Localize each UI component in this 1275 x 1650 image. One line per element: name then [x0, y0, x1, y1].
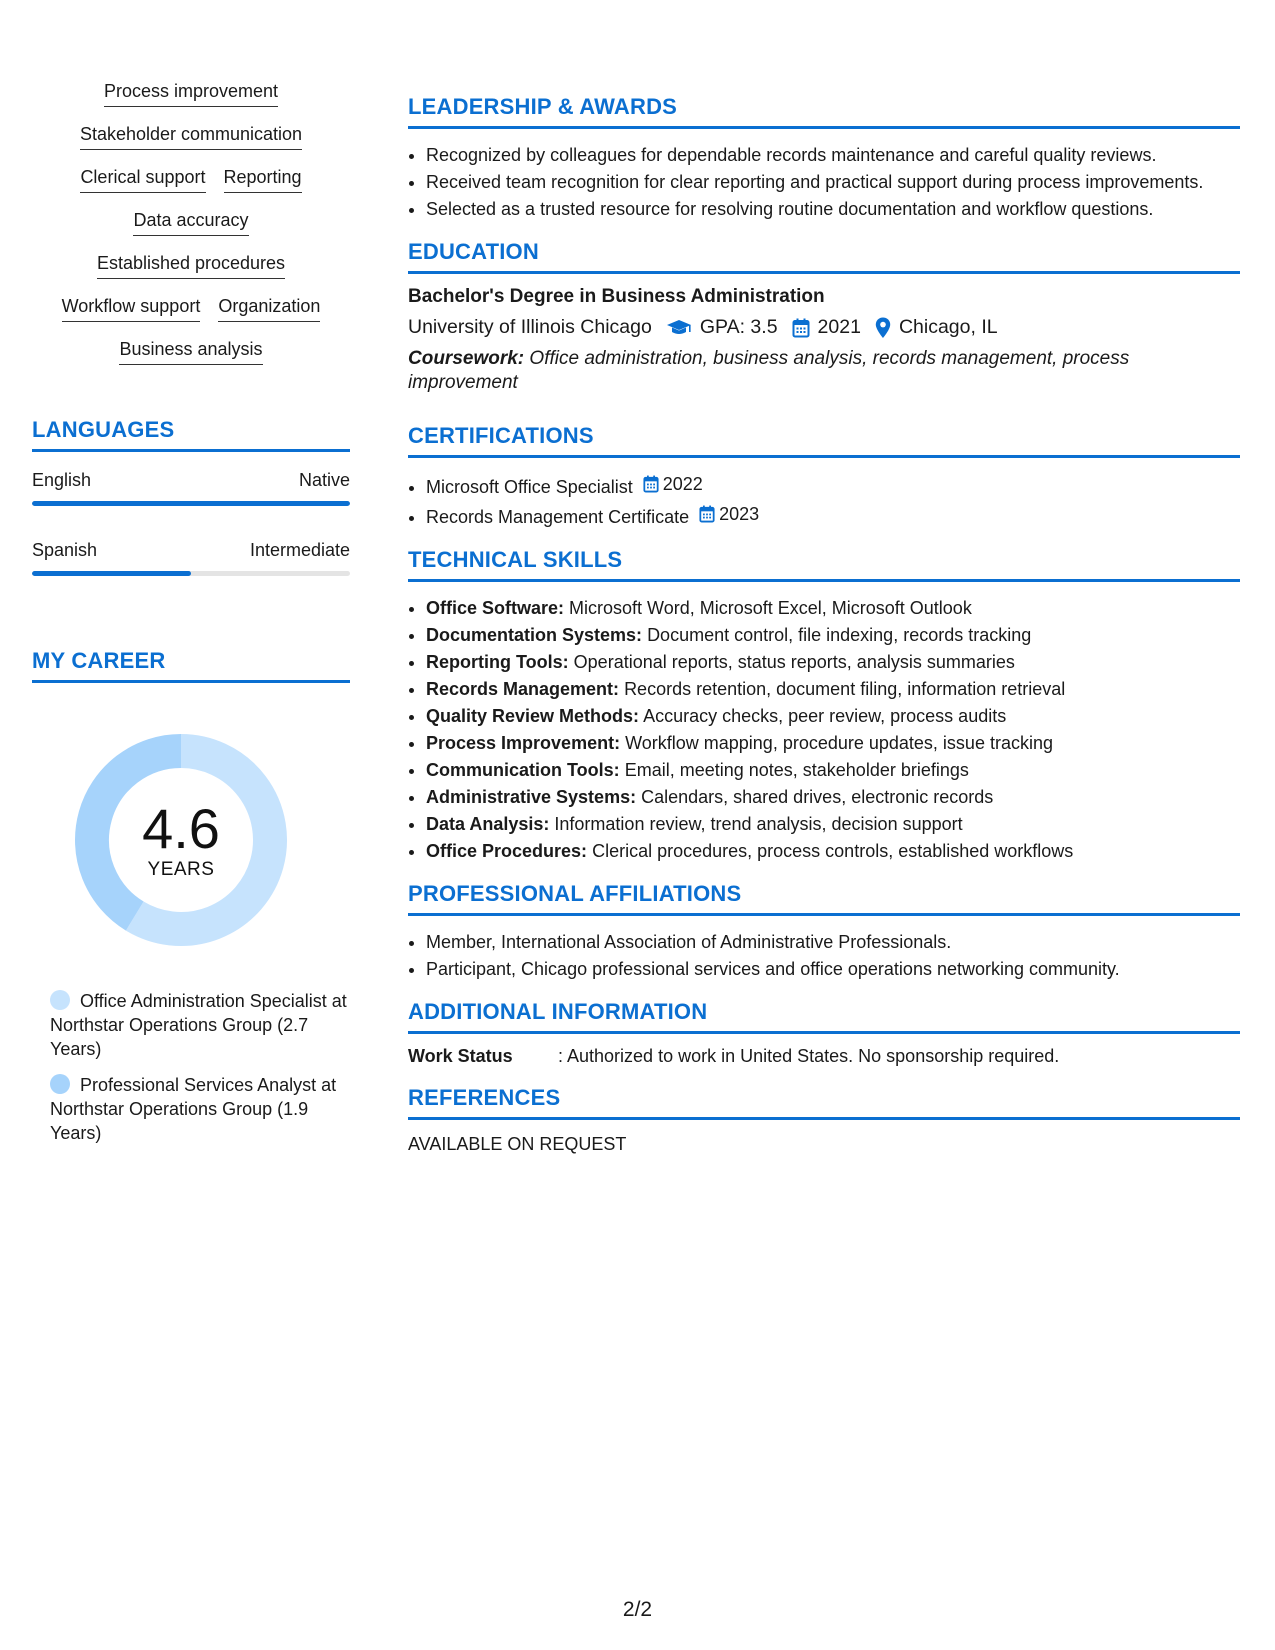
year-meta: [792, 316, 861, 339]
technical-skill-item: [426, 623, 1240, 647]
legend-item: [50, 1073, 350, 1145]
calendar-icon: [699, 505, 715, 523]
technical-skill-item: [426, 839, 1240, 863]
certification-name: Records Management Certificate: [426, 507, 690, 527]
work-status-row: [408, 1046, 1240, 1067]
work-status-label: Work Status: [408, 1046, 513, 1066]
degree: Bachelor's Degree in Business Administration: [408, 286, 825, 307]
language-level: Intermediate: [249, 540, 350, 560]
language-row: [32, 470, 350, 491]
calendar-icon: [792, 318, 810, 338]
technical-skill-item: [426, 731, 1240, 755]
donut-center: [66, 725, 296, 955]
certification-item: [426, 502, 1240, 529]
certification-year: [699, 502, 759, 526]
language-bar: [32, 571, 350, 576]
leadership-list: [408, 143, 1240, 221]
skill-row: [32, 252, 350, 279]
affiliation-item: • Member, International Association of Administrative Professionals.: [426, 930, 1240, 954]
technical-skill-label: Administrative Systems:: [426, 787, 637, 807]
skill-tag: Business analysis: [119, 338, 262, 365]
technical-skill-item: [426, 758, 1240, 782]
skill-row: [32, 338, 350, 365]
certification-item: [426, 472, 1240, 499]
affiliation-item: • Participant, Chicago professional services and office operations networking community.: [426, 957, 1240, 981]
legend-label: Professional Services Analyst at Northstar Operations Group (1.9 Years): [50, 1075, 337, 1143]
technical-skill-label: Office Software:: [426, 598, 565, 618]
skill-row: [32, 209, 350, 236]
location: Chicago, IL: [898, 316, 998, 338]
skill-row: [32, 295, 350, 322]
language-bar: [32, 501, 350, 506]
legend-item: [50, 989, 350, 1061]
location-meta: [875, 316, 998, 339]
technical-skill-label: Reporting Tools:: [426, 652, 569, 672]
technical-skill-value: Email, meeting notes, stakeholder briefings: [624, 760, 969, 780]
skill-row: [32, 80, 350, 107]
calendar-icon: [643, 475, 659, 493]
skill-tag: Reporting: [224, 166, 302, 193]
additional-title: ADDITIONAL INFORMATION: [408, 999, 1240, 1034]
technical-skill-value: Records retention, document filing, information retrieval: [624, 679, 1066, 699]
technical-skill-label: Communication Tools:: [426, 760, 620, 780]
school-row: [408, 316, 1240, 339]
language-bar-fill: [32, 501, 350, 506]
additional-section: [408, 999, 1240, 1067]
skill-tag: Organization: [218, 295, 320, 322]
leadership-section: [408, 94, 1240, 221]
technical-skill-item: [426, 596, 1240, 620]
language-bar-fill: [32, 571, 191, 576]
legend-dot: [50, 1074, 70, 1094]
school-name: University of Illinois Chicago: [408, 316, 652, 338]
certification-year: [643, 472, 703, 496]
certification-year-text: 2022: [662, 474, 703, 494]
career-legend: [32, 989, 350, 1145]
certification-year-text: 2023: [719, 504, 760, 524]
coursework: [408, 347, 1240, 395]
skill-tag: Process improvement: [104, 80, 278, 107]
languages-list: [32, 470, 350, 576]
career-title: MY CAREER: [32, 648, 350, 683]
skills-tags: [32, 80, 350, 365]
career-unit: YEARS: [147, 859, 215, 880]
skill-tag: Established procedures: [97, 252, 285, 279]
career-section: [32, 648, 350, 1145]
language-item: [32, 470, 350, 506]
technical-skill-label: Office Procedures:: [426, 841, 588, 861]
technical-skill-item: [426, 704, 1240, 728]
technical-skill-item: [426, 677, 1240, 701]
work-status-value: : Authorized to work in United States. No sponsorship required.: [558, 1046, 1060, 1066]
certification-name: Microsoft Office Specialist: [426, 477, 633, 497]
sidebar: [32, 80, 350, 1157]
technical-skill-value: Accuracy checks, peer review, process audits: [643, 706, 1007, 726]
certifications-title: CERTIFICATIONS: [408, 423, 1240, 458]
legend-label: Office Administration Specialist at Northstar Operations Group (2.7 Years): [50, 991, 347, 1059]
leadership-item: • Received team recognition for clear reporting and practical support during process improvements.: [426, 170, 1240, 194]
language-level: Native: [298, 470, 350, 490]
leadership-title: LEADERSHIP & AWARDS: [408, 94, 1240, 129]
technical-skill-value: Workflow mapping, procedure updates, issue tracking: [625, 733, 1053, 753]
technical-skills-list: [408, 596, 1240, 863]
page-number: 2/2: [622, 1598, 653, 1621]
skill-row: [32, 166, 350, 193]
leadership-item: • Recognized by colleagues for dependable records maintenance and careful quality reviews.: [426, 143, 1240, 167]
languages-section: [32, 417, 350, 576]
affiliations-list: [408, 930, 1240, 981]
education-title: EDUCATION: [408, 239, 1240, 274]
skill-tag: Stakeholder communication: [80, 123, 302, 150]
certifications-list: [408, 472, 1240, 529]
technical-skill-label: Records Management:: [426, 679, 620, 699]
technical-skill-value: Operational reports, status reports, analysis summaries: [573, 652, 1015, 672]
coursework-text: Office administration, business analysis, records management, process improvement: [408, 348, 1130, 393]
certifications-section: [408, 423, 1240, 529]
legend-dot: [50, 990, 70, 1010]
location-pin-icon: [875, 317, 891, 339]
affiliations-title: PROFESSIONAL AFFILIATIONS: [408, 881, 1240, 916]
career-donut-chart: [66, 725, 296, 955]
technical-skill-value: Information review, trend analysis, decision support: [554, 814, 963, 834]
gpa: GPA: 3.5: [699, 316, 778, 338]
affiliations-section: [408, 881, 1240, 981]
technical-skill-label: Quality Review Methods:: [426, 706, 640, 726]
technical-skills-section: [408, 547, 1240, 863]
technical-skill-item: [426, 785, 1240, 809]
skill-tag: Workflow support: [62, 295, 201, 322]
education-section: [408, 239, 1240, 395]
graduation-cap-icon: [666, 318, 692, 338]
languages-title: LANGUAGES: [32, 417, 350, 452]
technical-skill-label: Data Analysis:: [426, 814, 550, 834]
career-total: 4.6: [142, 797, 220, 860]
skill-tag: Clerical support: [80, 166, 205, 193]
technical-skill-label: Documentation Systems:: [426, 625, 643, 645]
technical-skill-label: Process Improvement:: [426, 733, 621, 753]
gpa-meta: [666, 316, 778, 339]
coursework-label: Coursework:: [408, 348, 525, 369]
technical-skill-value: Clerical procedures, process controls, established workflows: [592, 841, 1074, 861]
references-text: AVAILABLE ON REQUEST: [408, 1134, 627, 1154]
technical-skill-value: Microsoft Word, Microsoft Excel, Microsoft Outlook: [569, 598, 972, 618]
references-title: REFERENCES: [408, 1085, 1240, 1120]
language-name: English: [32, 470, 92, 490]
technical-skill-item: [426, 812, 1240, 836]
language-item: [32, 540, 350, 576]
skill-tag: Data accuracy: [133, 209, 248, 236]
main-content: [408, 94, 1240, 1173]
technical-skill-value: Document control, file indexing, records tracking: [647, 625, 1032, 645]
technical-skill-value: Calendars, shared drives, electronic records: [641, 787, 994, 807]
references-section: [408, 1085, 1240, 1155]
technical-skills-title: TECHNICAL SKILLS: [408, 547, 1240, 582]
skill-row: [32, 123, 350, 150]
technical-skill-item: [426, 650, 1240, 674]
language-name: Spanish: [32, 540, 98, 560]
language-row: [32, 540, 350, 561]
grad-year: 2021: [817, 316, 861, 338]
leadership-item: • Selected as a trusted resource for resolving routine documentation and workflow questions.: [426, 197, 1240, 221]
